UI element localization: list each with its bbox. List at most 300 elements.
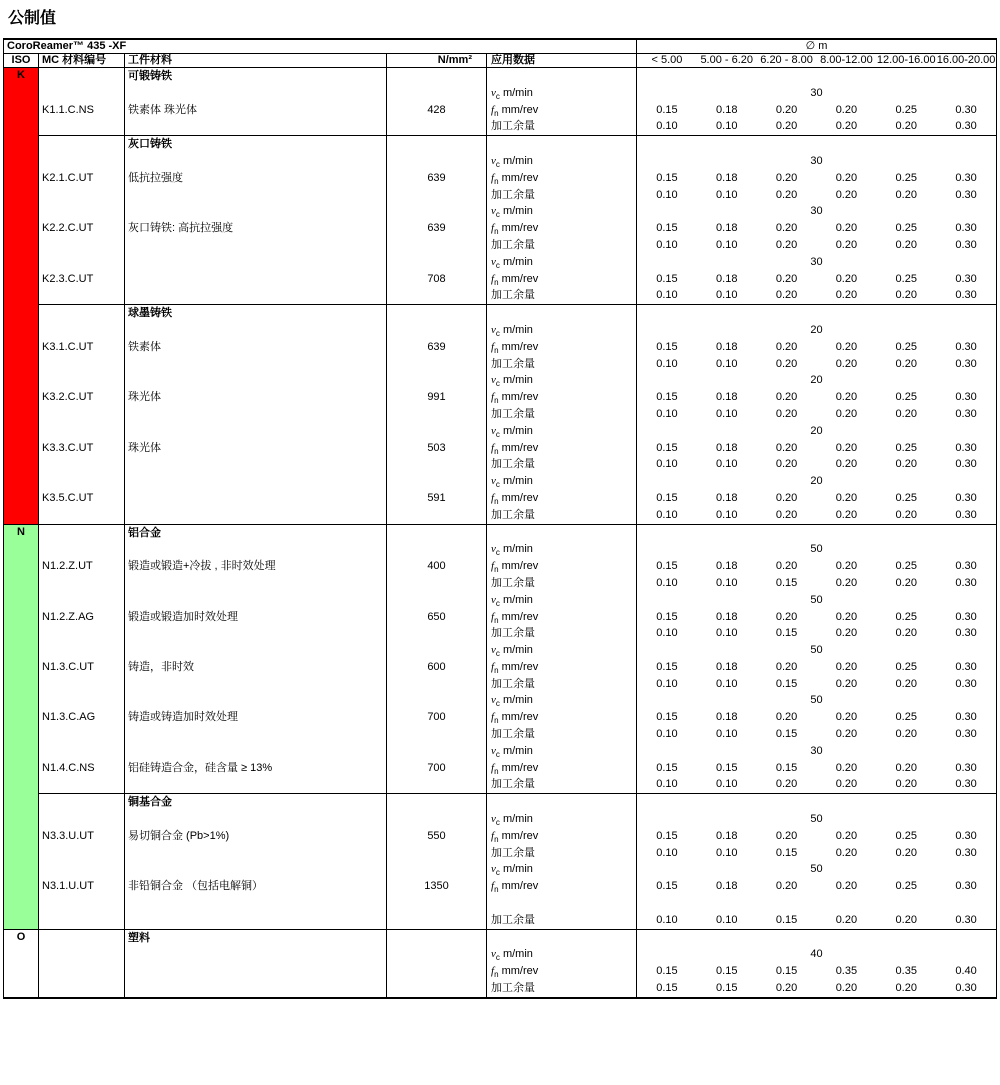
- material-name: [128, 271, 386, 288]
- fn-value: 0.20: [835, 340, 858, 353]
- nmm2-column: [387, 525, 487, 794]
- stock-value: 0.20: [895, 778, 917, 791]
- material-group-block: [39, 793, 996, 928]
- mc-code: K2.3.C.UT: [42, 272, 94, 285]
- nmm2-column: [387, 794, 487, 928]
- fn-value: 0.18: [716, 171, 738, 184]
- stock-value: 0.20: [835, 289, 858, 302]
- stock-value: 0.20: [775, 982, 798, 995]
- fn-value: 0.18: [716, 491, 738, 504]
- vc-value: 50: [810, 694, 823, 707]
- stock-values: [637, 118, 996, 135]
- fn-value: 0.25: [895, 441, 917, 454]
- stock-value: 0.15: [775, 627, 798, 640]
- app-data-column: [487, 68, 637, 135]
- nmm2-value: 1350: [424, 880, 449, 893]
- stock-label: 加工余量: [491, 508, 535, 521]
- fn-value: 0.20: [835, 711, 858, 724]
- stock-value: 0.20: [895, 458, 917, 471]
- fn-values: [637, 440, 996, 457]
- stock-value: 0.30: [955, 508, 977, 521]
- fn-label: $f_n$ mm/rev: [491, 441, 539, 456]
- iso-class-cell: N: [4, 525, 39, 929]
- stock-values: [637, 507, 996, 524]
- vc-label: $v_c$ m/min: [491, 255, 533, 270]
- fn-value: 0.20: [835, 761, 858, 774]
- material-group-label: 铝合金: [128, 526, 161, 539]
- stock-value: 0.30: [955, 913, 977, 926]
- mc-code: N1.2.Z.UT: [42, 560, 93, 573]
- fn-value: 0.20: [835, 829, 858, 842]
- fn-value: 0.30: [955, 391, 977, 404]
- stock-value: 0.10: [716, 289, 738, 302]
- stock-value: 0.20: [895, 677, 917, 690]
- fn-value: 0.18: [716, 880, 738, 893]
- mc-code: K1.1.C.NS: [42, 103, 94, 116]
- stock-value: 0.20: [835, 576, 858, 589]
- vc-value: 50: [810, 813, 823, 826]
- diameter-range-headers: [637, 54, 996, 67]
- vc-value: 20: [810, 424, 823, 437]
- stock-value: 0.30: [955, 846, 977, 859]
- stock-label: 加工余量: [491, 913, 535, 926]
- fn-value: 0.18: [716, 560, 738, 573]
- material-group-block: [39, 304, 996, 523]
- fn-values: [637, 271, 996, 288]
- diameter-range-label: 6.20 - 8.00: [760, 54, 813, 66]
- stock-value: 0.10: [656, 458, 678, 471]
- material-group-block: [39, 68, 996, 135]
- fn-label: $f_n$ mm/rev: [491, 711, 539, 726]
- fn-value: 0.15: [656, 880, 678, 893]
- nmm2-column: [387, 305, 487, 523]
- fn-value: 0.18: [716, 222, 738, 235]
- fn-value: 0.20: [835, 610, 858, 623]
- stock-value: 0.10: [716, 407, 738, 420]
- stock-values: [637, 845, 996, 862]
- vc-label: $v_c$ m/min: [491, 543, 533, 558]
- diameter-range-label: 5.00 - 6.20: [700, 54, 754, 66]
- iso-class-cell: O: [4, 930, 39, 997]
- iso-class-cell: K: [4, 68, 39, 524]
- values-column: [637, 305, 996, 523]
- mc-code: N3.3.U.UT: [42, 829, 94, 842]
- fn-label: $f_n$ mm/rev: [491, 391, 539, 406]
- material-name: 铁素体: [128, 340, 161, 353]
- iso-section-o: [4, 929, 996, 997]
- material-name: 低抗拉强度: [128, 171, 183, 184]
- nmm2-value: 639: [427, 222, 446, 235]
- vc-label: $v_c$ m/min: [491, 323, 533, 339]
- fn-label: $f_n$ mm/rev: [491, 829, 539, 845]
- fn-value: 0.20: [775, 491, 798, 504]
- vc-label: $v_c$ m/min: [491, 644, 533, 659]
- diameter-range-label: 12.00-16.00: [876, 54, 936, 66]
- stock-value: 0.20: [835, 458, 858, 471]
- stock-values: [637, 287, 996, 304]
- stock-value: 0.20: [775, 458, 798, 471]
- material-name: [128, 490, 386, 507]
- diameter-range-label: < 5.00: [651, 54, 683, 66]
- stock-value: 0.30: [955, 407, 977, 420]
- stock-value: 0.10: [656, 120, 678, 133]
- material-name: 铸造，非时效: [128, 660, 194, 673]
- stock-value: 0.20: [835, 627, 858, 640]
- fn-value: 0.25: [895, 491, 917, 504]
- material-name: 锻造或锻造+冷拔 , 非时效处理: [128, 560, 276, 573]
- vc-label: $v_c$ m/min: [491, 205, 533, 220]
- vc-value: 30: [810, 255, 823, 268]
- fn-value: 0.35: [835, 965, 858, 978]
- vc-value: 30: [810, 86, 823, 99]
- fn-value: 0.25: [895, 222, 917, 235]
- fn-values: [637, 760, 996, 777]
- vc-value: 30: [810, 154, 823, 167]
- vc-value: 50: [810, 593, 823, 606]
- fn-value: 0.25: [895, 880, 917, 893]
- stock-value: 0.20: [895, 188, 917, 201]
- nmm2-value: 991: [427, 391, 446, 404]
- stock-value: 0.20: [775, 289, 798, 302]
- fn-label: $f_n$ mm/rev: [491, 222, 539, 237]
- fn-value: 0.25: [895, 560, 917, 573]
- vc-value: 50: [810, 644, 823, 657]
- fn-value: 0.15: [656, 965, 678, 978]
- stock-values: [637, 625, 996, 642]
- nmm2-value: 700: [427, 711, 446, 724]
- stock-value: 0.30: [955, 677, 977, 690]
- vc-label: $v_c$ m/min: [491, 593, 533, 608]
- stock-value: 0.20: [895, 576, 917, 589]
- fn-value: 0.20: [775, 660, 798, 673]
- stock-value: 0.10: [716, 728, 738, 741]
- stock-value: 0.30: [955, 982, 977, 995]
- app-data-column: [487, 525, 637, 794]
- fn-value: 0.30: [955, 560, 977, 573]
- mc-code: N1.3.C.UT: [42, 660, 94, 673]
- stock-label: 加工余量: [491, 188, 535, 201]
- material-column: [125, 305, 387, 523]
- stock-value: 0.30: [955, 289, 977, 302]
- fn-value: 0.15: [656, 610, 678, 623]
- fn-value: 0.30: [955, 491, 977, 504]
- material-column: [125, 794, 387, 928]
- material-name: 易切铜合金 (Pb>1%): [128, 829, 230, 842]
- stock-value: 0.10: [656, 778, 678, 791]
- fn-value: 0.30: [955, 103, 977, 116]
- fn-values: [637, 828, 996, 845]
- fn-value: 0.30: [955, 222, 977, 235]
- stock-label: 加工余量: [491, 357, 535, 370]
- fn-value: 0.30: [955, 711, 977, 724]
- stock-value: 0.10: [716, 120, 738, 133]
- stock-value: 0.20: [895, 289, 917, 302]
- cutting-data-table: [3, 38, 997, 999]
- mc-code: K3.2.C.UT: [42, 391, 94, 404]
- stock-value: 0.10: [656, 508, 678, 521]
- stock-value: 0.10: [656, 627, 678, 640]
- fn-values: [637, 389, 996, 406]
- nmm2-value: 650: [427, 610, 446, 623]
- fn-value: 0.18: [716, 660, 738, 673]
- fn-value: 0.20: [775, 711, 798, 724]
- stock-label: 加工余量: [491, 458, 535, 471]
- column-header-nmm2: N/mm²: [387, 54, 487, 67]
- material-group-block: [39, 135, 996, 304]
- stock-value: 0.15: [775, 913, 798, 926]
- fn-value: 0.30: [955, 880, 977, 893]
- app-data-column: [487, 794, 637, 928]
- stock-value: 0.20: [775, 407, 798, 420]
- stock-value: 0.15: [775, 846, 798, 859]
- fn-value: 0.25: [895, 829, 917, 842]
- stock-value: 0.20: [835, 238, 858, 251]
- fn-value: 0.20: [775, 560, 798, 573]
- stock-value: 0.20: [835, 357, 858, 370]
- fn-value: 0.18: [716, 340, 738, 353]
- fn-value: 0.15: [656, 340, 678, 353]
- material-group-label: 塑料: [128, 931, 150, 944]
- stock-value: 0.20: [835, 188, 858, 201]
- stock-value: 0.20: [775, 778, 798, 791]
- nmm2-value: 503: [427, 441, 446, 454]
- stock-values: [637, 676, 996, 693]
- fn-value: 0.40: [955, 965, 977, 978]
- vc-label: $v_c$ m/min: [491, 744, 533, 760]
- stock-value: 0.10: [716, 627, 738, 640]
- material-column: [125, 68, 387, 135]
- stock-values: [637, 456, 996, 473]
- vc-label: $v_c$ m/min: [491, 863, 533, 878]
- fn-value: 0.15: [656, 441, 678, 454]
- stock-value: 0.15: [775, 677, 798, 690]
- stock-values: [637, 726, 996, 743]
- fn-value: 0.15: [716, 761, 738, 774]
- fn-label: $f_n$ mm/rev: [491, 272, 539, 287]
- nmm2-value: [387, 963, 486, 980]
- stock-label: 加工余量: [491, 238, 535, 251]
- stock-value: 0.20: [835, 407, 858, 420]
- mc-code: [42, 963, 124, 980]
- fn-values: [637, 102, 996, 119]
- fn-value: 0.25: [895, 711, 917, 724]
- fn-values: [637, 490, 996, 507]
- vc-label: $v_c$ m/min: [491, 86, 533, 101]
- vc-label: $v_c$ m/min: [491, 813, 533, 828]
- nmm2-value: 400: [427, 560, 446, 573]
- fn-value: 0.20: [775, 391, 798, 404]
- stock-values: [637, 356, 996, 373]
- fn-value: 0.15: [656, 103, 678, 116]
- stock-value: 0.20: [835, 913, 858, 926]
- material-group-label: 球墨铸铁: [128, 307, 172, 320]
- fn-label: $f_n$ mm/rev: [491, 103, 539, 118]
- stock-value: 0.15: [775, 728, 798, 741]
- fn-value: 0.20: [775, 441, 798, 454]
- vc-value: 30: [810, 205, 823, 218]
- fn-value: 0.35: [895, 965, 917, 978]
- fn-value: 0.20: [775, 340, 798, 353]
- product-name: CoroReamer™ 435 -XF: [4, 40, 637, 53]
- fn-value: 0.15: [656, 272, 678, 285]
- fn-value: 0.25: [895, 171, 917, 184]
- nmm2-value: 550: [427, 829, 446, 842]
- stock-label: 加工余量: [491, 778, 535, 791]
- stock-value: 0.10: [716, 357, 738, 370]
- column-header-material: 工件材料: [125, 54, 387, 67]
- stock-value: 0.10: [656, 846, 678, 859]
- stock-value: 0.20: [775, 188, 798, 201]
- fn-values: [637, 709, 996, 726]
- stock-value: 0.20: [895, 728, 917, 741]
- fn-value: 0.25: [895, 272, 917, 285]
- fn-value: 0.20: [775, 880, 798, 893]
- vc-label: $v_c$ m/min: [491, 374, 533, 389]
- stock-values: [637, 575, 996, 592]
- stock-value: 0.30: [955, 120, 977, 133]
- stock-values: [637, 237, 996, 254]
- fn-value: 0.20: [775, 610, 798, 623]
- stock-label: 加工余量: [491, 846, 535, 859]
- stock-label: 加工余量: [491, 627, 535, 640]
- fn-value: 0.30: [955, 761, 977, 774]
- mc-code: K3.1.C.UT: [42, 340, 94, 353]
- material-name: 铸造或铸造加时效处理: [128, 711, 238, 724]
- material-name: 非铅铜合金 （包括电解铜）: [128, 880, 264, 893]
- nmm2-value: 708: [427, 272, 446, 285]
- fn-value: 0.20: [835, 391, 858, 404]
- fn-value: 0.20: [775, 171, 798, 184]
- fn-value: 0.20: [895, 761, 917, 774]
- iso-section-k: [4, 68, 996, 524]
- material-name: 珠光体: [128, 391, 161, 404]
- stock-value: 0.20: [775, 120, 798, 133]
- diameter-range-label: 8.00-12.00: [820, 54, 873, 66]
- fn-value: 0.15: [656, 761, 678, 774]
- vc-label: $v_c$ m/min: [491, 475, 533, 490]
- material-column: [125, 136, 387, 304]
- material-group-label: 可锻铸铁: [128, 70, 172, 82]
- stock-value: 0.10: [716, 778, 738, 791]
- fn-value: 0.15: [656, 829, 678, 842]
- fn-value: 0.25: [895, 391, 917, 404]
- app-data-column: [487, 930, 637, 997]
- fn-value: 0.15: [656, 391, 678, 404]
- stock-value: 0.20: [775, 357, 798, 370]
- stock-value: 0.10: [716, 576, 738, 589]
- fn-value: 0.18: [716, 441, 738, 454]
- fn-value: 0.18: [716, 829, 738, 842]
- fn-value: 0.20: [775, 103, 798, 116]
- material-name: [128, 963, 386, 980]
- mc-column: [39, 794, 125, 928]
- values-column: [637, 68, 996, 135]
- fn-value: 0.25: [895, 103, 917, 116]
- fn-label: $f_n$ mm/rev: [491, 965, 539, 980]
- stock-value: 0.20: [835, 728, 858, 741]
- fn-value: 0.15: [656, 222, 678, 235]
- fn-value: 0.18: [716, 391, 738, 404]
- mc-code: K3.5.C.UT: [42, 491, 94, 504]
- stock-value: 0.30: [955, 188, 977, 201]
- fn-label: $f_n$ mm/rev: [491, 610, 539, 625]
- fn-value: 0.20: [835, 222, 858, 235]
- fn-label: $f_n$ mm/rev: [491, 340, 539, 355]
- stock-value: 0.20: [895, 238, 917, 251]
- fn-value: 0.15: [775, 761, 798, 774]
- fn-value: 0.30: [955, 829, 977, 842]
- fn-value: 0.30: [955, 660, 977, 673]
- column-header-mc: MC 材料编号: [39, 54, 125, 67]
- vc-value: 30: [810, 744, 823, 757]
- column-header-iso: ISO: [4, 54, 39, 67]
- material-group-block: [39, 525, 996, 794]
- nmm2-value: 700: [427, 761, 446, 774]
- stock-value: 0.10: [656, 357, 678, 370]
- stock-value: 0.10: [716, 188, 738, 201]
- stock-label: 加工余量: [491, 120, 535, 133]
- diameter-header: ∅ m: [805, 40, 828, 52]
- fn-value: 0.20: [835, 441, 858, 454]
- fn-label: $f_n$ mm/rev: [491, 491, 539, 507]
- fn-value: 0.15: [716, 965, 738, 978]
- fn-value: 0.15: [656, 491, 678, 504]
- stock-value: 0.10: [656, 913, 678, 926]
- fn-value: 0.20: [835, 171, 858, 184]
- stock-value: 0.20: [895, 508, 917, 521]
- fn-value: 0.18: [716, 610, 738, 623]
- page-title: 公制值: [8, 10, 57, 27]
- stock-value: 0.10: [716, 238, 738, 251]
- mc-column: [39, 525, 125, 794]
- iso-section-n: [4, 524, 996, 929]
- material-name: 珠光体: [128, 441, 161, 454]
- stock-value: 0.30: [955, 576, 977, 589]
- stock-value: 0.20: [835, 982, 858, 995]
- stock-value: 0.10: [716, 677, 738, 690]
- fn-label: $f_n$ mm/rev: [491, 761, 539, 776]
- fn-label: $f_n$ mm/rev: [491, 660, 539, 676]
- mc-code: N1.2.Z.AG: [42, 610, 94, 623]
- stock-values: [637, 187, 996, 204]
- fn-value: 0.15: [656, 560, 678, 573]
- app-data-column: [487, 305, 637, 523]
- app-data-column: [487, 136, 637, 304]
- stock-value: 0.20: [895, 846, 917, 859]
- vc-value: 40: [810, 948, 823, 961]
- fn-values: [637, 220, 996, 237]
- material-name: 灰口铸铁: 高抗拉强度: [128, 222, 234, 235]
- stock-value: 0.10: [656, 677, 678, 690]
- fn-value: 0.30: [955, 272, 977, 285]
- vc-label: $v_c$ m/min: [491, 948, 533, 963]
- nmm2-column: [387, 136, 487, 304]
- material-group-label: 铜基合金: [128, 796, 172, 809]
- fn-value: 0.30: [955, 340, 977, 353]
- vc-value: 20: [810, 323, 823, 336]
- vc-value: 20: [810, 374, 823, 387]
- stock-values: [637, 980, 996, 997]
- fn-value: 0.15: [656, 171, 678, 184]
- fn-value: 0.25: [895, 610, 917, 623]
- material-name: 铁素体 珠光体: [128, 103, 198, 116]
- section-content: [39, 68, 996, 524]
- fn-value: 0.20: [835, 660, 858, 673]
- stock-value: 0.20: [835, 846, 858, 859]
- stock-value: 0.15: [656, 982, 678, 995]
- values-column: [637, 525, 996, 794]
- table-header-row-2: [4, 54, 996, 68]
